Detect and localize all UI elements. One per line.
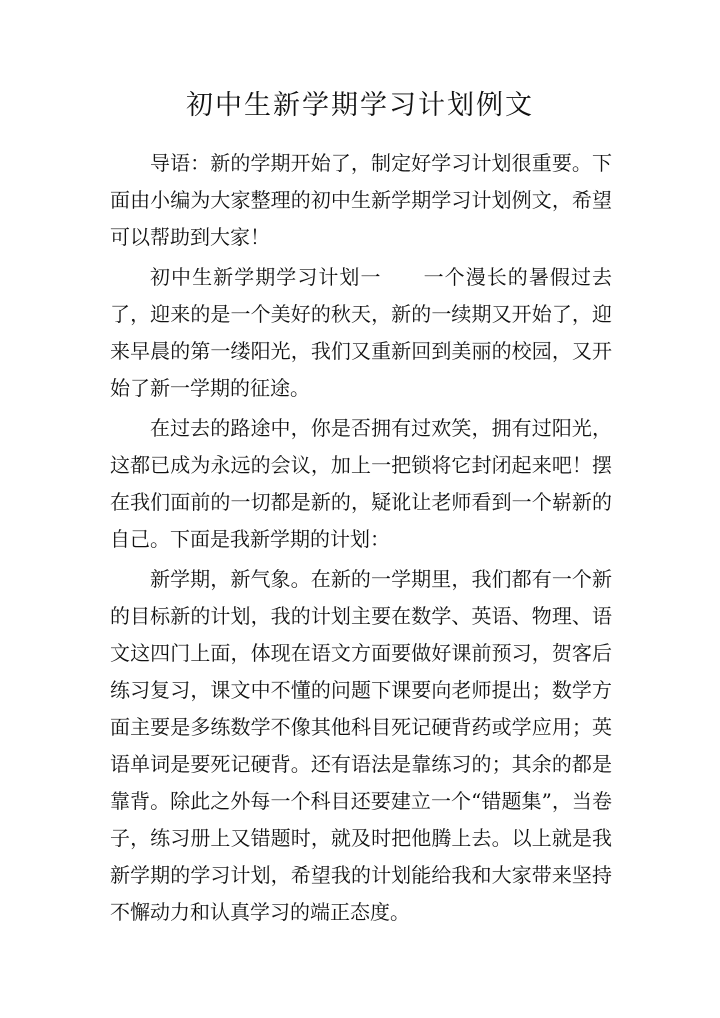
paragraph-new-term: 新学期，新气象。在新的一学期里，我们都有一个新的目标新的计划，我的计划主要在数学、英语、物理、语文这四门上面，体现在语文方面要做好课前预习，贺客后练习复习，课文中不懂的问题下课要向老师提出；数学方面主要是多练数学不像其他科目死记硬背药或学应用；英语单词是要死记硬背。还有语法是靠练习的；其余的都是靠背。除此之外每一个科目还要建立一个“错题集”，当卷子，练习册上又错题时，就及时把他腾上去。以上就是我新学期的学习计划，希望我的计划能给我和大家带来坚持不懈动力和认真学习的端正态度。 bbox=[110, 567, 612, 924]
document-body bbox=[110, 145, 612, 934]
paragraph-intro: 导语：新的学期开始了，制定好学习计划很重要。下面由小编为大家整理的初中生新学期学习计划例文，希望可以帮助到大家！ bbox=[110, 151, 612, 249]
paragraph-plan-one: 初中生新学期学习计划一 一个漫长的暑假过去了，迎来的是一个美好的秋天，新的一续期又开始了，迎来早晨的第一缕阳光，我们又重新回到美丽的校园，又开始了新一学期的征途。 bbox=[110, 265, 612, 400]
paragraph-past: 在过去的路途中，你是否拥有过欢笑，拥有过阳光，这都已成为永远的会议，加上一把锁将它封闭起来吧！摆在我们面前的一切都是新的，疑讹让老师看到一个崭新的自己。下面是我新学期的计划： bbox=[110, 416, 612, 551]
document-title: 初中生新学期学习计划例文 bbox=[186, 90, 534, 121]
